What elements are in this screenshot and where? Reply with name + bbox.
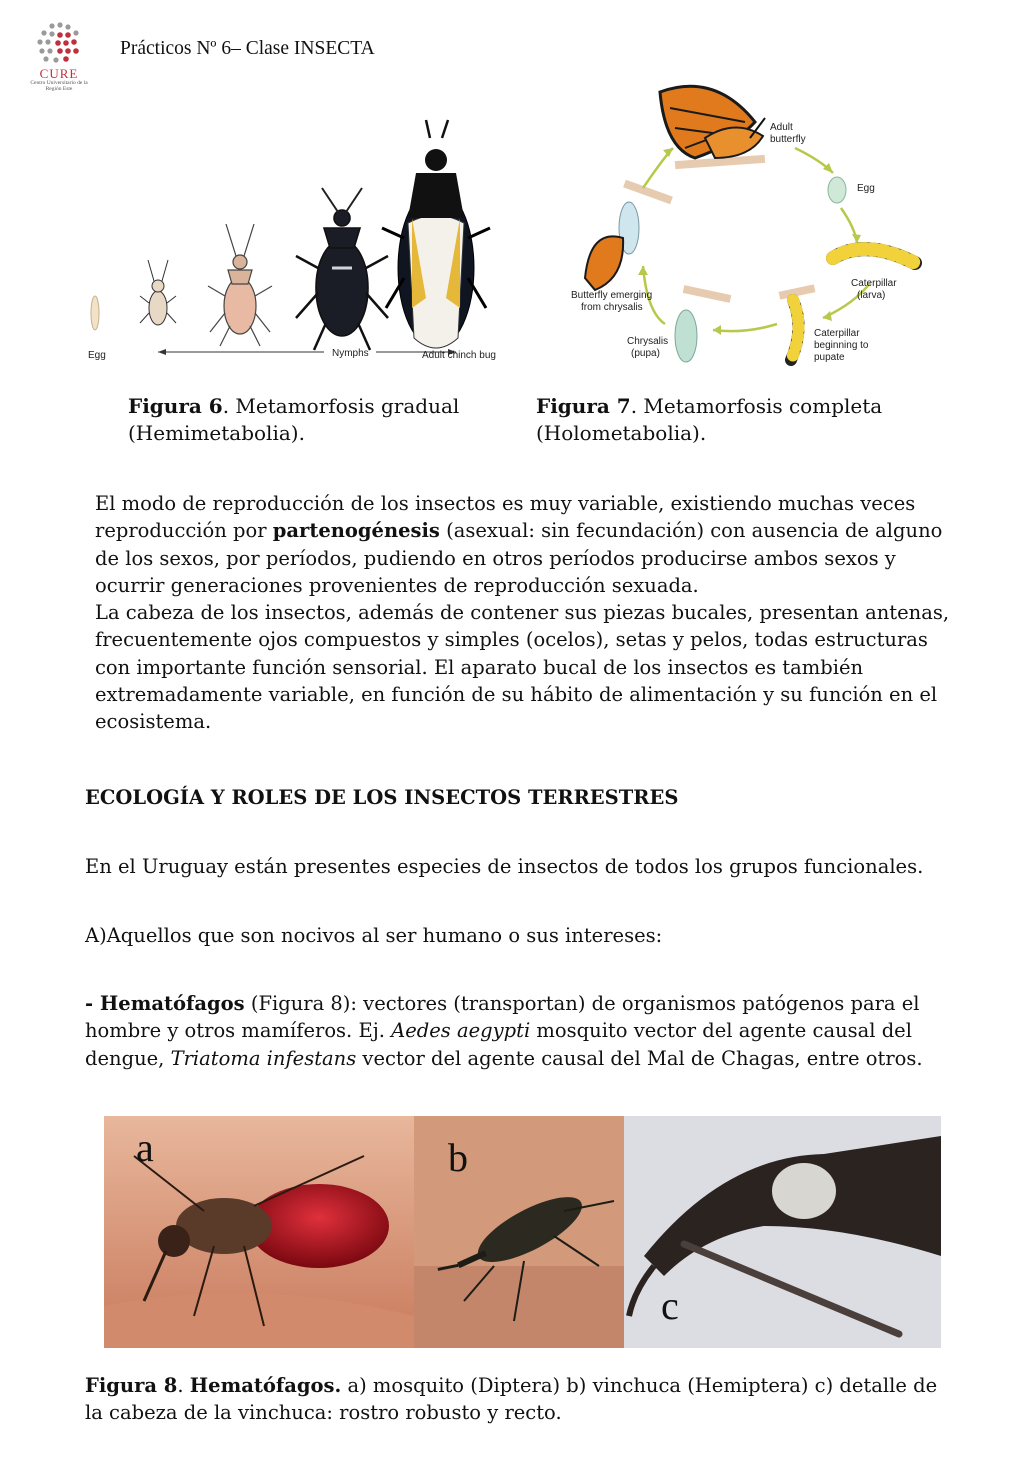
p5-species-1: Aedes aegypti	[391, 1019, 531, 1043]
nymph-2-illustration	[208, 224, 272, 346]
figure-7-image	[565, 78, 945, 373]
hematofagos-paragraph	[85, 990, 935, 1072]
fig6-label-adult: Adult chinch bug	[422, 350, 496, 361]
photo-label-a: a	[136, 1125, 154, 1170]
adult-chinch-bug-illustration	[382, 120, 490, 348]
figure-8-caption-bold-2: Hematófagos.	[189, 1374, 342, 1397]
fig6-label-nymphs: Nymphs	[332, 348, 369, 359]
photo-label-b: b	[448, 1135, 468, 1180]
fig6-label-egg: Egg	[88, 350, 106, 361]
logo-subtext: Centro Universitario de la Región Este	[30, 80, 88, 92]
figure-8-caption	[85, 1372, 955, 1427]
cure-logo-dots-icon	[30, 20, 90, 70]
p1-text-b: (asexual: sin fecundación) con ausencia de alguno de los sexos, por períodos, pudiendo en otros períodos producirse ambos sexos y ocurrir generaciones provenientes de reproducción sexuada.	[95, 519, 943, 597]
figure-7-caption-line-2: (Holometabolia).	[536, 421, 707, 445]
fig7-label-adult-2: butterfly	[770, 134, 806, 145]
photo-b-vinchuca	[414, 1116, 624, 1348]
fig7-label-emerging-1: Butterfly emerging	[571, 290, 653, 301]
figure-8-caption-dot: .	[177, 1374, 190, 1397]
logo-text: CURE	[39, 66, 79, 81]
figure-8-caption-bold-1: Figura 8	[85, 1374, 178, 1397]
butterfly-egg-illustration	[828, 177, 846, 203]
page-header-title: Prácticos Nº 6– Clase INSECTA	[120, 38, 375, 59]
p1-text-a: El modo de reproducción de los insectos es muy variable, existiendo muchas veces reproducción por	[95, 492, 916, 543]
caterpillar-illustration	[833, 249, 915, 263]
nymph-1-illustration	[140, 260, 176, 325]
fig7-label-beginning-2: beginning to	[814, 340, 869, 351]
chrysalis-illustration	[675, 310, 697, 362]
p1-bold-term: partenogénesis	[272, 519, 440, 543]
fig7-label-egg: Egg	[857, 183, 875, 194]
fig7-label-emerging-2: from chrysalis	[581, 302, 643, 313]
figure-7-caption-bold: Figura 7	[536, 394, 631, 418]
group-a-paragraph: A)Aquellos que son nocivos al ser humano o sus intereses:	[85, 924, 663, 947]
nymph-3-illustration	[296, 188, 388, 350]
uruguay-paragraph: En el Uruguay están presentes especies de insectos de todos los grupos funcionales.	[85, 855, 924, 878]
adult-butterfly-illustration	[660, 86, 765, 158]
section-title: ECOLOGÍA Y ROLES DE LOS INSECTOS TERRESTRES	[85, 786, 679, 809]
figure-6-caption-bold: Figura 6	[128, 394, 223, 418]
fig7-label-adult-1: Adult	[770, 122, 793, 133]
photo-c-vinchuca-head	[624, 1116, 941, 1348]
fig7-label-chrysalis-1: Chrysalis	[627, 336, 669, 347]
reproduction-paragraph	[95, 490, 955, 599]
figure-7-caption	[536, 393, 936, 447]
fig7-label-beginning-1: Caterpillar	[814, 328, 860, 339]
p5-bold-term: - Hematófagos	[85, 992, 245, 1015]
fig7-label-chrysalis-2: (pupa)	[631, 348, 660, 359]
figure-7-caption-line-1: . Metamorfosis completa	[630, 394, 883, 418]
head-paragraph: La cabeza de los insectos, además de contener sus piezas bucales, presentan antenas, frecuentemente ojos compuestos y simples (ocelos), setas y pelos, todas estructuras con importante función sensorial. El aparato bucal de los insectos es también extremadamente variable, en función de su hábito de alimentación y su función en el ecosistema.	[95, 601, 950, 734]
p5-text-c: vector del agente causal del Mal de Chagas, entre otros.	[356, 1046, 923, 1070]
egg-illustration	[91, 296, 99, 330]
figure-8-caption-rest: a) mosquito (Diptera) b) vinchuca (Hemiptera) c) detalle de la cabeza de la vinchuca: rostro robusto y recto.	[85, 1374, 938, 1425]
figure-6-image	[86, 118, 506, 373]
figure-6-caption-line-2: (Hemimetabolia).	[128, 421, 305, 445]
photo-a-mosquito	[104, 1116, 414, 1348]
fig7-label-caterpillar-1: Caterpillar	[851, 278, 897, 289]
p5-text-a: (Figura 8): vectores (transportan) de organismos patógenos para el hombre y otros mamíferos. Ej.	[85, 992, 920, 1043]
fig7-label-caterpillar-2: (larva)	[857, 290, 886, 301]
emerging-butterfly-illustration	[585, 202, 639, 290]
fig7-label-beginning-3: pupate	[814, 352, 845, 363]
pupating-caterpillar-illustration	[791, 300, 799, 360]
photo-label-c: c	[661, 1283, 679, 1328]
p5-species-2: Triatoma infestans	[170, 1046, 357, 1070]
figure-6-caption-line-1: . Metamorfosis gradual	[222, 394, 460, 418]
p5-text-b: mosquito vector del agente causal del dengue,	[85, 1019, 912, 1070]
figure-6-caption	[128, 393, 488, 447]
